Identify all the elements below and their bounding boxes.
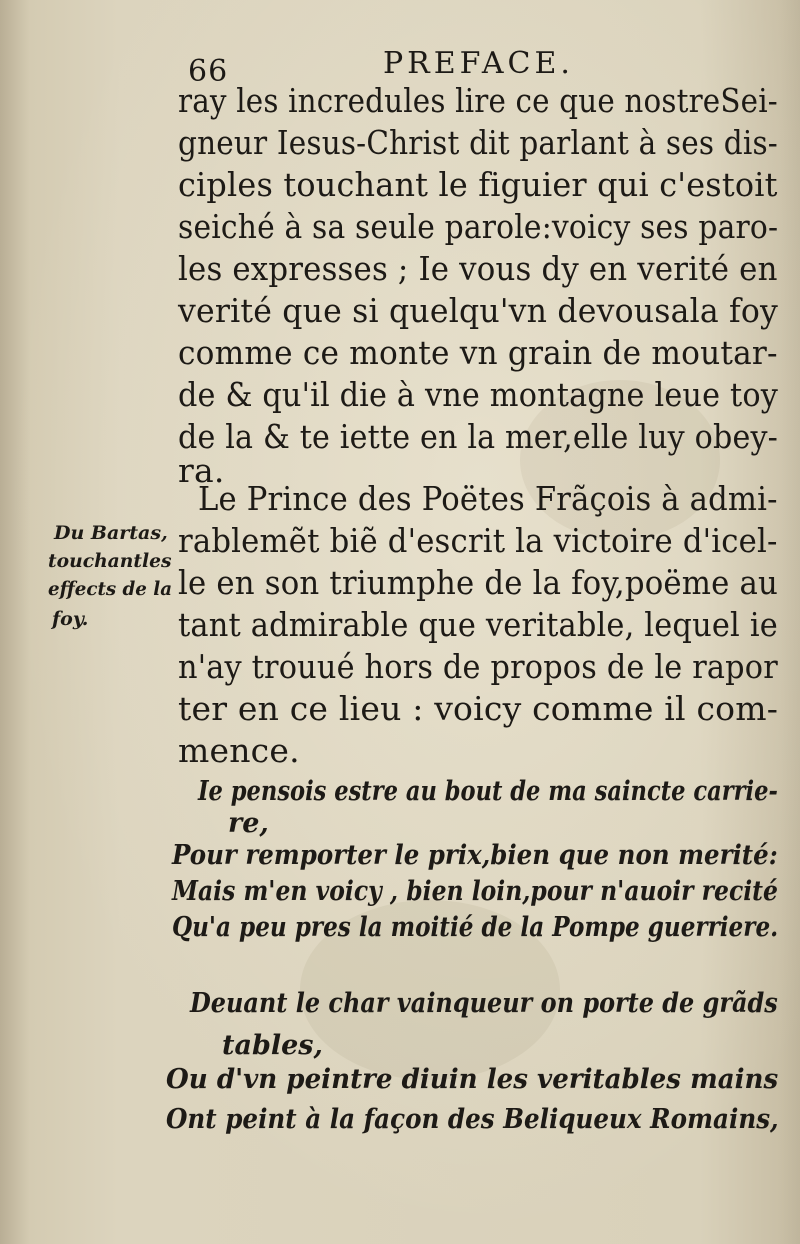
margin-note-line: foy. — [52, 608, 89, 630]
body-line: gneur Iesus-Christ dit parlant à ses dis- — [178, 123, 778, 162]
body-line: Le Prince des Poëtes Frãçois à admi- — [198, 479, 778, 518]
body-line: de la & te iette en la mer,elle luy obey- — [178, 417, 779, 456]
margin-note-line: Du Bartas, — [54, 522, 168, 544]
body-line: le en son triumphe de la foy,poëme au — [178, 563, 779, 602]
running-title: PREFACE. — [383, 46, 574, 81]
verse-line: Ou d'vn peintre diuin les veritables mains — [166, 1064, 779, 1095]
verse-line: tables, — [222, 1030, 323, 1061]
body-line: tant admirable que veritable, lequel ie — [178, 605, 778, 644]
body-line: ra. — [178, 451, 225, 490]
body-line: mence. — [178, 731, 300, 770]
body-line: ter en ce lieu : voicy comme il com- — [178, 689, 779, 728]
body-line: n'ay trouué hors de propos de le rapor — [178, 647, 778, 686]
body-line: comme ce monte vn grain de moutar- — [178, 333, 778, 372]
verse-line: Deuant le char vainqueur on porte de grãds — [190, 988, 778, 1019]
body-line: ray les incredules lire ce que nostreSei- — [178, 81, 778, 120]
body-line: ciples touchant le figuier qui c'estoit — [178, 165, 778, 204]
verse-line: Ont peint à la façon des Beliqueux Romains, — [166, 1104, 779, 1135]
verse-line: re, — [228, 808, 269, 839]
body-line: verité que si quelqu'vn devousala foy — [178, 291, 779, 330]
verse-line: Mais m'en voicy , bien loin,pour n'auoir recité — [172, 876, 778, 907]
body-line: de & qu'il die à vne montagne leue toy — [178, 375, 779, 414]
page-number: 66 — [188, 54, 229, 89]
verse-line: Pour remporter le prix,bien que non merité: — [172, 840, 778, 871]
body-line: seiché à sa seule parole:voicy ses paro- — [178, 207, 779, 246]
margin-note-line: effects de la — [48, 578, 173, 600]
margin-note-line: touchantles — [48, 550, 172, 572]
body-line: rablemẽt biẽ d'escrit la victoire d'icel- — [178, 521, 778, 560]
verse-line: Qu'a peu pres la moitié de la Pompe guerriere. — [172, 912, 779, 943]
body-line: les expresses ; Ie vous dy en verité en — [178, 249, 778, 288]
verse-line: Ie pensois estre au bout de ma saincte carrie- — [198, 776, 778, 807]
